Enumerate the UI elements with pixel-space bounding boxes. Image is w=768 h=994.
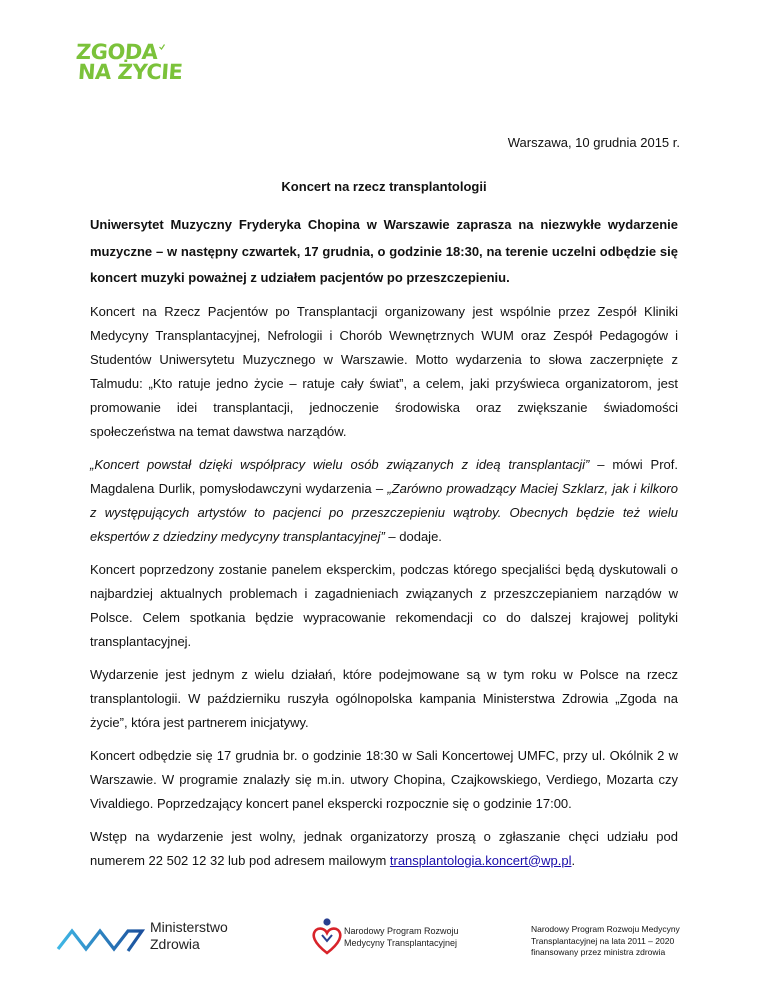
funding-note-line-2: Transplantacyjnej na lata 2011 – 2020 [531, 935, 675, 946]
document-body [90, 176, 678, 882]
paragraph-2 [90, 453, 678, 549]
program-name [344, 925, 459, 949]
contact-text: Wstęp na wydarzenie jest wolny, jednak organizatorzy proszą o zgłaszanie chęci udziału pod numerem 22 502 12 32 lub pod adresem mailowym [90, 828, 678, 868]
quote-1: „Koncert powstał dzięki współpracy wielu osób związanych z ideą transplantacji” [90, 456, 590, 472]
quote-end: – dodaje. [384, 528, 442, 544]
funding-note [531, 924, 680, 959]
ministry-logo-icon [56, 921, 146, 957]
email-link[interactable]: transplantologia.koncert@wp.pl [389, 852, 572, 868]
paragraph-5: Koncert odbędzie się 17 grudnia br. o godzinie 18:30 w Sali Koncertowej UMFC, przy ul. Okólnik 2 w Warszawie. W programie znalazły się m.in. utwory Chopina, Czajkowskiego, Verdiego, Mozarta czy Vivaldiego. Poprzedzający koncert panel ekspercki rozpocznie się o godzinie 17:00. [90, 747, 678, 811]
logo-line-1: ZGODA [75, 40, 159, 64]
paragraph-3: Koncert poprzedzony zostanie panelem eksperckim, podczas którego specjaliści będą dyskutowali o najbardziej aktualnych problemach i zagadnieniach związanych z przeszczepianiem narządów w Polsce. Celem spotkania będzie wypracowanie rekomendacji co do dalszej krajowej polityki transplantacyjnej. [90, 561, 678, 649]
logo-check-icon [159, 44, 165, 50]
logo-line-2: NA ŻYCIE [77, 60, 184, 84]
funding-note-line-3: finansowany przez ministra zdrowia [531, 947, 666, 957]
funding-note-line-1: Narodowy Program Rozwoju Medycyny [531, 924, 680, 934]
ministry-line-1: Ministerstwo [150, 919, 228, 935]
quote-2: „Zarówno prowadzący Maciej Szklarz, jak i kilkoro z występujących artystów to pacjenci po przeszczepieniu wątroby. Obecnych będzie też wielu ekspertów z dziedziny medycyny transplantacyjnej” [90, 480, 678, 544]
quote-attribution: – mówi Prof. Magdalena Durlik, pomysłodawczyni wydarzenia – [90, 456, 678, 496]
lead-paragraph: Uniwersytet Muzyczny Fryderyka Chopina w Warszawie zaprasza na niezwykłe wydarzenie muzyczne – w następny czwartek, 17 grudnia, o godzinie 18:30, na terenie uczelni odbędzie się koncert muzyki poważnej z udziałem pacjentów po przeszczepieniu. [90, 217, 678, 285]
ministry-line-2: Zdrowia [150, 936, 200, 952]
heart-logo-icon [312, 917, 342, 957]
paragraph-6 [90, 825, 678, 873]
zgoda-na-zycie-logo [76, 42, 186, 92]
document-date: Warszawa, 10 grudnia 2015 r. [507, 135, 680, 150]
paragraph-1: Koncert na Rzecz Pacjentów po Transplantacji organizowany jest wspólnie przez Zespół Kliniki Medycyny Transplantacyjnej, Nefrologii i Chorób Wewnętrznych WUM oraz Zespół Pedagogów i Studentów Uniwersytetu Muzycznego w Warszawie. Motto wydarzenia to słowa zaczerpnięte z Talmudu: „Kto ratuje jedno życie – ratuje cały świat”, a celem, jaki przyświeca organizatorom, jest promowanie idei transplantacji, jednoczenie środowiska oraz zwiększanie świadomości społeczeństwa na temat dawstwa narządów. [90, 303, 678, 439]
footer [0, 915, 768, 975]
contact-end: . [571, 852, 576, 868]
program-line-1: Narodowy Program Rozwoju [344, 926, 459, 936]
paragraph-4: Wydarzenie jest jednym z wielu działań, które podejmowane są w tym roku w Polsce na rzecz transplantologii. W październiku ruszyła ogólnopolska kampania Ministerstwa Zdrowia „Zgoda na życie”, która jest partnerem inicjatywy. [90, 666, 678, 730]
ministry-name [150, 919, 228, 953]
document-title: Koncert na rzecz transplantologii [281, 179, 487, 194]
program-line-2: Medycyny Transplantacyjnej [344, 938, 458, 948]
